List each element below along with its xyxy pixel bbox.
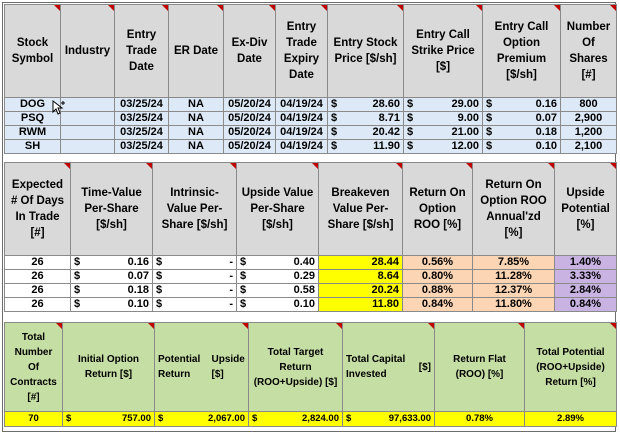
upside-value-value: 0.10 <box>293 298 315 310</box>
shares-cell[interactable]: 800 <box>561 98 617 112</box>
stock-price-cell[interactable] <box>328 98 404 112</box>
expiry-date-cell[interactable]: 04/19/24 <box>276 140 328 154</box>
roo-cell[interactable]: 0.80% <box>403 270 473 284</box>
stock-price-value: 11.90 <box>373 140 400 152</box>
upside-value-cell[interactable] <box>237 270 319 284</box>
header-entry-call-option-premium: Entry Call Option Premium [$/sh] <box>483 5 561 98</box>
upside-potential-cell[interactable]: 1.40% <box>555 256 617 270</box>
currency-symbol: $ <box>252 413 258 424</box>
stock-symbol-cell[interactable]: SH <box>5 140 61 154</box>
time-value-value: 0.18 <box>127 284 149 296</box>
intrinsic-value-value: - <box>229 284 233 296</box>
header-initial-option-return: Initial Option Return [$] <box>63 323 155 412</box>
header-stock-symbol: Stock Symbol <box>5 5 61 98</box>
breakeven-cell[interactable]: 20.24 <box>319 284 403 298</box>
intrinsic-value-cell[interactable] <box>153 284 237 298</box>
return-flat-cell[interactable]: 0.78% <box>435 412 525 427</box>
header-industry: Industry <box>61 5 115 98</box>
currency-symbol: $ <box>74 270 81 282</box>
roo-annualized-cell[interactable]: 7.85% <box>473 256 555 270</box>
table-row[interactable] <box>5 140 617 154</box>
potential-upside-value: 2,067.00 <box>208 413 245 424</box>
header-ex-div-date: Ex-Div Date <box>224 5 276 98</box>
time-value-value: 0.16 <box>127 256 149 268</box>
strike-price-cell[interactable] <box>404 140 483 154</box>
time-value-cell[interactable] <box>71 256 153 270</box>
total-capital-cell[interactable] <box>343 412 435 427</box>
strike-price-cell[interactable] <box>404 98 483 112</box>
time-value-cell[interactable] <box>71 270 153 284</box>
table-row[interactable] <box>5 126 617 140</box>
currency-symbol: $ <box>407 98 414 110</box>
roo-annualized-cell[interactable]: 11.28% <box>473 270 555 284</box>
strike-price-value: 21.00 <box>451 126 479 138</box>
premium-cell[interactable] <box>483 126 561 140</box>
industry-cell[interactable] <box>61 112 115 126</box>
industry-cell[interactable] <box>61 140 115 154</box>
ex-div-date-cell[interactable]: 05/20/24 <box>224 126 276 140</box>
er-date-cell[interactable]: NA <box>169 112 224 126</box>
stock-price-value: 20.42 <box>372 126 400 138</box>
currency-symbol: $ <box>331 112 338 124</box>
header-er-date: ER Date <box>169 5 224 98</box>
shares-cell[interactable]: 2,900 <box>561 112 617 126</box>
trade-entry-header-row <box>5 5 617 98</box>
total-potential-cell[interactable]: 2.89% <box>525 412 617 427</box>
header-total-contracts: Total Number Of Contracts [#] <box>5 323 63 412</box>
currency-symbol: $ <box>66 413 72 424</box>
currency-symbol: $ <box>240 256 247 268</box>
currency-symbol: $ <box>240 298 247 310</box>
header-expected-days: Expected # Of Days In Trade [#] <box>5 163 71 256</box>
breakeven-cell[interactable]: 11.80 <box>319 298 403 312</box>
intrinsic-value-value: - <box>229 256 233 268</box>
currency-symbol: $ <box>486 98 493 110</box>
premium-value: 0.10 <box>535 140 557 152</box>
currency-symbol: $ <box>156 284 163 296</box>
header-number-of-shares: Number Of Shares [#] <box>561 5 617 98</box>
currency-symbol: $ <box>407 112 414 124</box>
intrinsic-value-cell[interactable] <box>153 270 237 284</box>
currency-symbol: $ <box>156 256 163 268</box>
header-total-capital-right: [$] <box>418 361 431 373</box>
breakeven-cell[interactable]: 8.64 <box>319 270 403 284</box>
total-contracts-cell[interactable]: 70 <box>5 412 63 427</box>
currency-symbol: $ <box>331 140 338 152</box>
stock-price-cell[interactable] <box>328 126 404 140</box>
currency-symbol: $ <box>158 413 164 424</box>
currency-symbol: $ <box>407 126 414 138</box>
table-row[interactable] <box>5 284 617 298</box>
intrinsic-value-value: - <box>229 298 233 310</box>
strike-price-value: 9.00 <box>457 112 479 124</box>
expiry-date-cell[interactable]: 04/19/24 <box>276 126 328 140</box>
industry-cell[interactable] <box>61 126 115 140</box>
stock-symbol-cell[interactable]: DOG <box>5 98 61 112</box>
shares-cell[interactable]: 2,100 <box>561 140 617 154</box>
er-date-cell[interactable]: NA <box>169 98 224 112</box>
strike-price-cell[interactable] <box>404 126 483 140</box>
header-total-potential-return: Total Potential (ROO+Upside) Return [%] <box>525 323 617 412</box>
intrinsic-value-value: - <box>229 270 233 282</box>
expiry-date-cell[interactable]: 04/19/24 <box>276 98 328 112</box>
upside-potential-cell[interactable]: 0.84% <box>555 298 617 312</box>
initial-return-value: 757.00 <box>121 413 151 424</box>
stock-price-cell[interactable] <box>328 140 404 154</box>
total-capital-value: 97,633.00 <box>388 413 431 424</box>
upside-value-value: 0.40 <box>293 256 315 268</box>
intrinsic-value-cell[interactable] <box>153 256 237 270</box>
header-intrinsic-value: Intrinsic-Value Per-Share [$/sh] <box>153 163 237 256</box>
table-row[interactable] <box>5 112 617 126</box>
upside-value-cell[interactable] <box>237 284 319 298</box>
days-cell[interactable]: 26 <box>5 256 71 270</box>
header-time-value: Time-Value Per-Share [$/sh] <box>71 163 153 256</box>
currency-symbol: $ <box>74 284 81 296</box>
header-upside-potential: Upside Potential [%] <box>555 163 617 256</box>
entry-date-cell[interactable]: 03/25/24 <box>115 126 169 140</box>
entry-date-cell[interactable]: 03/25/24 <box>115 140 169 154</box>
potential-upside-cell[interactable] <box>155 412 249 427</box>
totals-table <box>4 322 617 427</box>
upside-value-cell[interactable] <box>237 298 319 312</box>
upside-potential-cell[interactable]: 2.84% <box>555 284 617 298</box>
initial-return-cell[interactable] <box>63 412 155 427</box>
premium-cell[interactable] <box>483 112 561 126</box>
upside-potential-cell[interactable]: 3.33% <box>555 270 617 284</box>
ex-div-date-cell[interactable]: 05/20/24 <box>224 112 276 126</box>
header-upside-value: Upside Value Per-Share [$/sh] <box>237 163 319 256</box>
currency-symbol: $ <box>74 298 81 310</box>
premium-cell[interactable] <box>483 98 561 112</box>
header-entry-trade-date: Entry Trade Date <box>115 5 169 98</box>
currency-symbol: $ <box>156 298 163 310</box>
total-target-value: 2,824.00 <box>302 413 339 424</box>
strike-price-value: 12.00 <box>451 140 479 152</box>
roo-annualized-cell[interactable]: 11.80% <box>473 298 555 312</box>
returns-header-row <box>5 163 617 256</box>
strike-price-cell[interactable] <box>404 112 483 126</box>
totals-row[interactable] <box>5 412 617 427</box>
currency-symbol: $ <box>331 98 338 110</box>
roo-annualized-cell[interactable]: 12.37% <box>473 284 555 298</box>
header-roo-annualized: Return On Option ROO Annual'zd [%] <box>473 163 555 256</box>
total-target-cell[interactable] <box>249 412 343 427</box>
currency-symbol: $ <box>486 126 493 138</box>
header-entry-stock-price: Entry Stock Price [$/sh] <box>328 5 404 98</box>
header-entry-call-strike-price: Entry Call Strike Price [$] <box>404 5 483 98</box>
stock-symbol-cell[interactable]: PSQ <box>5 112 61 126</box>
premium-cell[interactable] <box>483 140 561 154</box>
ex-div-date-cell[interactable]: 05/20/24 <box>224 140 276 154</box>
days-cell[interactable]: 26 <box>5 284 71 298</box>
premium-value: 0.07 <box>535 112 557 124</box>
currency-symbol: $ <box>331 126 338 138</box>
roo-cell[interactable]: 0.88% <box>403 284 473 298</box>
er-date-cell[interactable]: NA <box>169 140 224 154</box>
currency-symbol: $ <box>346 413 352 424</box>
entry-date-cell[interactable]: 03/25/24 <box>115 112 169 126</box>
move-cursor-icon <box>52 100 66 116</box>
upside-value-value: 0.58 <box>293 284 315 296</box>
header-potential-upside-return <box>155 323 249 412</box>
time-value-value: 0.07 <box>127 270 149 282</box>
stock-price-value: 28.60 <box>372 98 400 110</box>
header-potential-upside-right: Upside [$] <box>211 354 245 380</box>
er-date-cell[interactable]: NA <box>169 126 224 140</box>
premium-value: 0.16 <box>535 98 557 110</box>
header-potential-upside-left: Potential Return <box>158 354 201 380</box>
currency-symbol: $ <box>240 270 247 282</box>
industry-cell[interactable] <box>61 98 115 112</box>
upside-value-value: 0.29 <box>293 270 315 282</box>
strike-price-value: 29.00 <box>451 98 479 110</box>
time-value-cell[interactable] <box>71 284 153 298</box>
expiry-date-cell[interactable]: 04/19/24 <box>276 112 328 126</box>
stock-price-cell[interactable] <box>328 112 404 126</box>
header-total-capital-left: Total Capital Invested <box>346 354 406 380</box>
currency-symbol: $ <box>240 284 247 296</box>
days-cell[interactable]: 26 <box>5 298 71 312</box>
header-return-flat: Return Flat (ROO) [%] <box>435 323 525 412</box>
currency-symbol: $ <box>486 140 493 152</box>
currency-symbol: $ <box>156 270 163 282</box>
header-breakeven-value: Breakeven Value Per-Share [$/sh] <box>319 163 403 256</box>
shares-cell[interactable]: 1,200 <box>561 126 617 140</box>
currency-symbol: $ <box>74 256 81 268</box>
roo-cell[interactable]: 0.56% <box>403 256 473 270</box>
trade-entry-table <box>4 4 617 154</box>
currency-symbol: $ <box>407 140 414 152</box>
stock-price-value: 8.71 <box>378 112 400 124</box>
header-return-on-option: Return On Option ROO [%] <box>403 163 473 256</box>
days-cell[interactable]: 26 <box>5 270 71 284</box>
roo-cell[interactable]: 0.84% <box>403 298 473 312</box>
time-value-value: 0.10 <box>127 298 149 310</box>
entry-date-cell[interactable]: 03/25/24 <box>115 98 169 112</box>
returns-table <box>4 162 617 312</box>
header-entry-trade-expiry-date: Entry Trade Expiry Date <box>276 5 328 98</box>
stock-symbol-cell[interactable]: RWM <box>5 126 61 140</box>
table-row[interactable] <box>5 298 617 312</box>
table-row[interactable] <box>5 256 617 270</box>
upside-value-cell[interactable] <box>237 256 319 270</box>
header-total-target-return: Total Target Return (ROO+Upside) [$] <box>249 323 343 412</box>
intrinsic-value-cell[interactable] <box>153 298 237 312</box>
premium-value: 0.18 <box>535 126 557 138</box>
table-row[interactable] <box>5 270 617 284</box>
table-row[interactable] <box>5 98 617 112</box>
header-total-capital <box>343 323 435 412</box>
ex-div-date-cell[interactable]: 05/20/24 <box>224 98 276 112</box>
currency-symbol: $ <box>486 112 493 124</box>
time-value-cell[interactable] <box>71 298 153 312</box>
totals-header-row <box>5 323 617 412</box>
breakeven-cell[interactable]: 28.44 <box>319 256 403 270</box>
